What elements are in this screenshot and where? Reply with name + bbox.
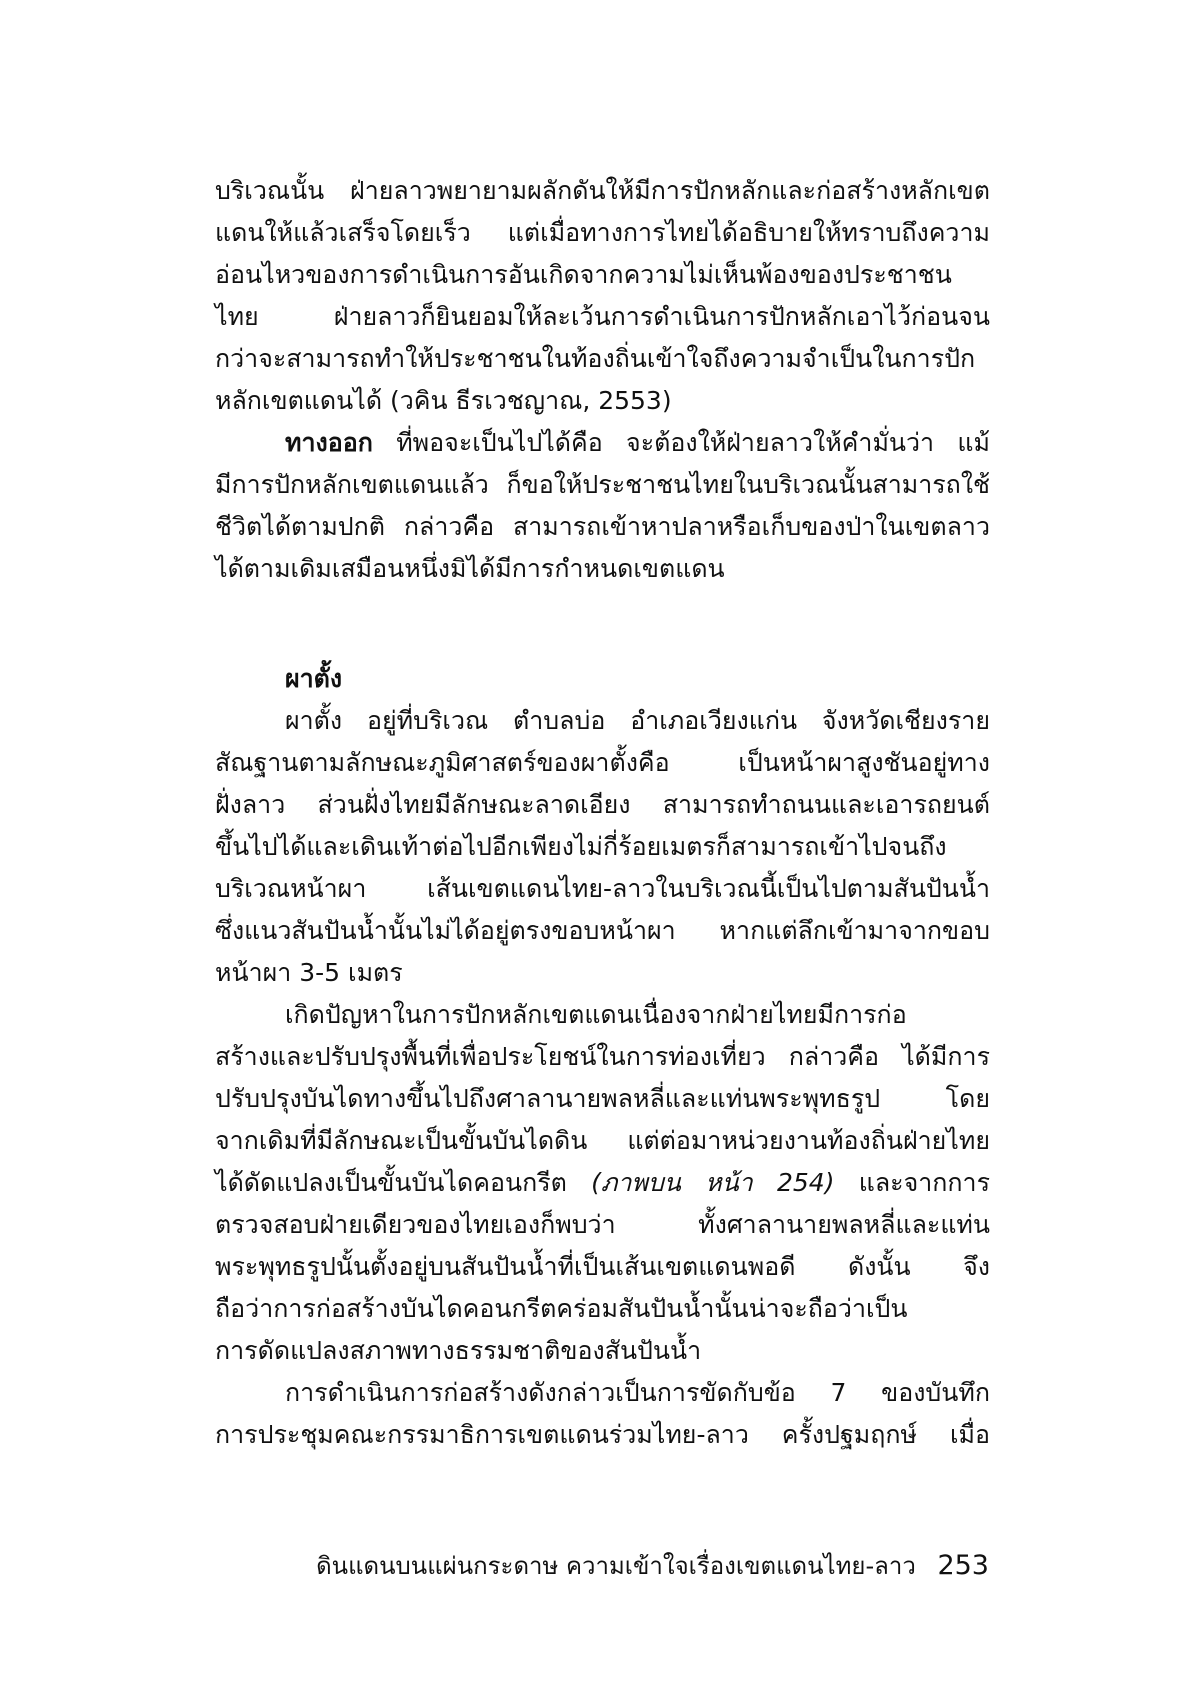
paragraph-2 [215, 422, 990, 590]
text-line: ไทย ฝ่ายลาวก็ยินยอมให้ละเว้นการดำเนินการปักหลักเอาไว้ก่อนจน [215, 302, 990, 331]
text-line: การดำเนินการก่อสร้างดังกล่าวเป็นการขัดกับข้อ 7 ของบันทึก [285, 1378, 990, 1407]
text-line: บริเวณนั้น ฝ่ายลาวพยายามผลักดันให้มีการปักหลักและก่อสร้างหลักเขต [215, 176, 990, 205]
text-line: ชีวิตได้ตามปกติ กล่าวคือ สามารถเข้าหาปลาหรือเก็บของป่าในเขตลาว [215, 512, 990, 541]
text-line: สร้างและปรับปรุงพื้นที่เพื่อประโยชน์ในการท่องเที่ยว กล่าวคือ ได้มีการ [215, 1042, 990, 1071]
paragraph-4 [215, 994, 990, 1372]
paragraph-1 [215, 170, 990, 422]
text-line: เกิดปัญหาในการปักหลักเขตแดนเนื่องจากฝ่ายไทยมีการก่อ [285, 1000, 907, 1029]
paragraph-3 [215, 700, 990, 994]
text-line: จากเดิมที่มีลักษณะเป็นขั้นบันไดดิน แต่ต่อมาหน่วยงานท้องถิ่นฝ่ายไทย [215, 1126, 990, 1155]
text-line: ซึ่งแนวสันปันน้ำนั้นไม่ได้อยู่ตรงขอบหน้าผา หากแต่ลึกเข้ามาจากขอบ [215, 916, 990, 945]
text-span: ที่พอจะเป็นไปได้คือ จะต้องให้ฝ่ายลาวให้คำมั่นว่า แม้ [372, 428, 990, 457]
text-span: ได้ดัดแปลงเป็นขั้นบันไดคอนกรีต [215, 1168, 592, 1197]
text-line: หน้าผา 3-5 เมตร [215, 958, 403, 987]
text-line: การดัดแปลงสภาพทางธรรมชาติของสันปันน้ำ [215, 1336, 702, 1365]
text-line [215, 1162, 990, 1204]
text-line: ปรับปรุงบันไดทางขึ้นไปถึงศาลานายพลหลี่และแท่นพระพุทธรูป โดย [215, 1084, 990, 1113]
text-line: กว่าจะสามารถทำให้ประชาชนในท้องถิ่นเข้าใจถึงความจำเป็นในการปัก [215, 344, 976, 373]
paragraph-5 [215, 1372, 990, 1456]
text-line: ฝั่งลาว ส่วนฝั่งไทยมีลักษณะลาดเอียง สามารถทำถนนและเอารถยนต์ [215, 790, 990, 819]
text-line: ถือว่าการก่อสร้างบันไดคอนกรีตคร่อมสันปันน้ำนั้นน่าจะถือว่าเป็น [215, 1294, 908, 1323]
page-number: 253 [937, 1550, 989, 1581]
running-title: ดินแดนบนแผ่นกระดาษ ความเข้าใจเรื่องเขตแดนไทย-ลาว [316, 1552, 916, 1580]
text-line: บริเวณหน้าผา เส้นเขตแดนไทย-ลาวในบริเวณนี้เป็นไปตามสันปันน้ำ [215, 874, 990, 903]
text-line: ตรวจสอบฝ่ายเดียวของไทยเองก็พบว่า ทั้งศาลานายพลหลี่และแท่น [215, 1210, 990, 1239]
text-line: สัณฐานตามลักษณะภูมิศาสตร์ของผาตั้งคือ เป็นหน้าผาสูงชันอยู่ทาง [215, 748, 990, 777]
text-line [215, 422, 990, 464]
text-line: แดนให้แล้วเสร็จโดยเร็ว แต่เมื่อทางการไทยได้อธิบายให้ทราบถึงความ [215, 218, 990, 247]
text-line: หลักเขตแดนได้ (วคิน ธีรเวชญาณ, 2553) [215, 386, 672, 415]
text-line: อ่อนไหวของการดำเนินการอันเกิดจากความไม่เห็นพ้องของประชาชน [215, 260, 952, 289]
text-line: การประชุมคณะกรรมาธิการเขตแดนร่วมไทย-ลาว ครั้งปฐมฤกษ์ เมื่อ [215, 1420, 990, 1449]
figure-reference: (ภาพบน หน้า 254) [591, 1168, 835, 1197]
text-line: ขึ้นไปได้และเดินเท้าต่อไปอีกเพียงไม่กี่ร้อยเมตรก็สามารถเข้าไปจนถึง [215, 832, 947, 861]
text-line: ได้ตามเดิมเสมือนหนึ่งมิได้มีการกำหนดเขตแดน [215, 554, 725, 583]
section-heading: ผาตั้ง [285, 664, 343, 693]
text-line: มีการปักหลักเขตแดนแล้ว ก็ขอให้ประชาชนไทยในบริเวณนั้นสามารถใช้ [215, 470, 990, 499]
bold-lead: ทางออก [285, 428, 373, 457]
text-span: และจากการ [834, 1168, 990, 1197]
text-line: ผาตั้ง อยู่ที่บริเวณ ตำบลบ่อ อำเภอเวียงแก่น จังหวัดเชียงราย [285, 706, 990, 735]
text-line: พระพุทธรูปนั้นตั้งอยู่บนสันปันน้ำที่เป็นเส้นเขตแดนพอดี ดังนั้น จึง [215, 1252, 990, 1281]
page-footer [316, 1546, 989, 1586]
